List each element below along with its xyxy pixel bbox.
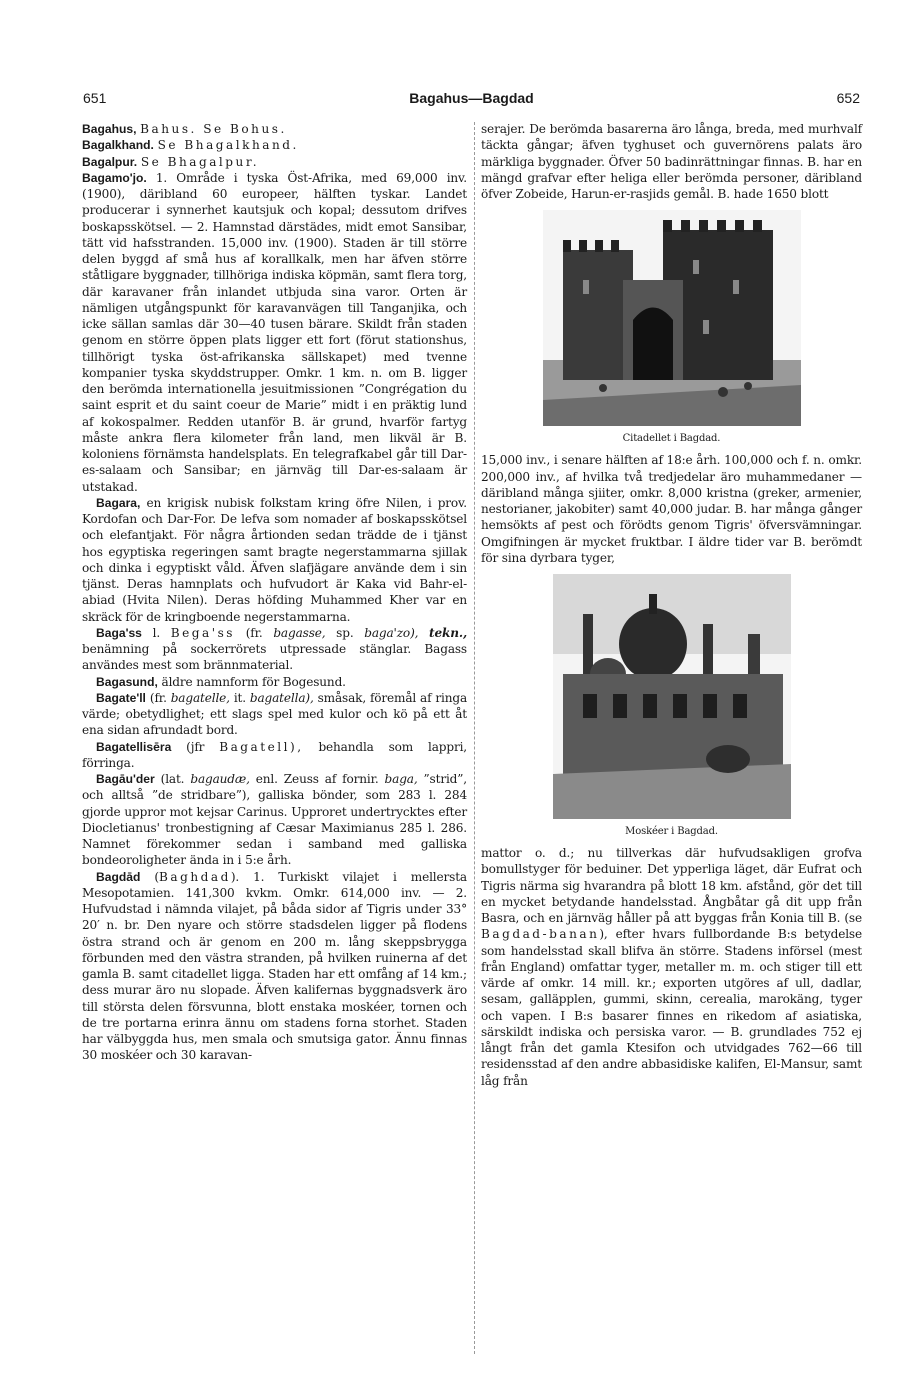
headword: Bagasund, — [96, 674, 158, 689]
entry-text: tekn., — [429, 625, 468, 640]
entry-text: bagatella), — [249, 690, 314, 705]
entry-text: 1. Område i tyska Öst-Afrika, med 69,000 inv. (1900), däribland 60 europeer, hälften tyskar. Landet producerar i synnerhet kautsjuk och kopal; dessutom drifves boskapsskötsel. — 2. Hamnstad därstädes, midt emot Sansibar, tätt vid hafsstranden. 15,000 inv. (1900). Staden är till större delen byggd af små hus af korallkalk, men har äfven större ståtligare byggnader, tillhöriga indiska köpmän, samt flera torg, där karavaner från inlandet utbjuda sina varor. Orten är nämligen utgångspunkt för karavanvägen till Tanganjika, och icke sällan samlas där 30—40 tusen bärare. Skildt från staden genom en större öppen plats ligger ett fort (förut stationshus, tillhörigt tyska öst-afrikanska sällskapet) med tvenne kompanier tyska skyddstrupper. Omkr. 1 km. n. om B. ligger den berömda internationella jesuitmissionen ”Congrégation du saint esprit et du saint coeur de Marie” midt i en präktig lund af kokospalmer. Redden utanför B. är grund, hvarför fartyg måste ankra flera kilometer från land, men likväl är B. koloniens förnämsta handelsplats. En telegrafkabel går till Dar-es-salaam och Sansibar; en järnväg till Dar-es-salaam är utstakad. — [82, 170, 467, 494]
entry-text: Baghdad — [158, 869, 231, 884]
figure-caption: Citadellet i Bagdad. — [622, 433, 721, 445]
entry-text: baga, — [384, 772, 418, 786]
entry-text: it. — [233, 690, 246, 705]
entry-bagahus — [82, 121, 467, 137]
entry-text: bagatelle, — [170, 690, 230, 705]
entry-bagamojo — [82, 170, 467, 495]
entry-text: sp. — [336, 625, 354, 640]
entry-text: baga'zo), — [364, 625, 419, 640]
entry-text: enl. Zeuss af fornir. — [255, 772, 379, 786]
entry-text: (jfr — [186, 739, 205, 754]
headword: Bagalpur. — [82, 154, 138, 169]
entry-text: Bagdad-banan — [481, 927, 600, 942]
entry-bagauder — [82, 771, 467, 869]
headword: Bagatellisēra — [96, 739, 172, 754]
headword: Bagahus, — [82, 122, 137, 136]
entry-text: ( — [154, 869, 159, 884]
entry-text: behandla som lappri, förringa. — [82, 739, 467, 770]
paragraph — [481, 845, 862, 1089]
page-number-left: 651 — [83, 90, 107, 106]
headword: Bagalkhand. — [82, 138, 154, 153]
entry-text: Bahus. Se Bohus. — [140, 122, 287, 136]
entry-text: Bega'ss — [170, 625, 235, 640]
entry-text: bagasse, — [273, 625, 326, 640]
entry-text: Bagatell), — [219, 739, 304, 754]
figure-citadel — [481, 210, 862, 446]
entry-text: (fr. — [149, 690, 167, 705]
entry-bagass — [82, 625, 467, 674]
entry-text: l. — [152, 625, 161, 640]
entry-text: bagaudæ, — [190, 772, 250, 786]
entry-bagara — [82, 495, 467, 625]
left-column — [82, 121, 467, 1064]
entry-text: Se Bhagalpur. — [140, 154, 260, 169]
page-number-right: 652 — [836, 90, 860, 106]
citadel-engraving-image — [543, 210, 801, 426]
entry-bagalkhand — [82, 137, 467, 153]
headword: Bagdād — [96, 869, 141, 884]
entry-text: ), efter hvars fullbordande B:s betydelse som handelsstad skall blifva än större. Stadens införsel (mest från England) omfattar tyger, metaller m. m. och stiger till ett värde af omkr. 14 mill. kr.; exporten utgöres af ull, dadlar, sesam, galläpplen, gummi, skinn, cerealia, marokäng, tyger och vapen. I B:s basarer finnes en rikedom af asiatiska, särskildt indiska och persiska varor. — B. grundlades 752 ej långt från det gamla Ktesifon och utvidgades 762—66 till residensstad af den andre abbasidiske kalifen, El-Mansur, samt låg från — [481, 927, 862, 1088]
entry-bagasund — [82, 674, 467, 690]
entry-text: ”strid”, och alltså ”de stridbare”), galliska bönder, som 283 l. 284 gjorde uppror mot kejsar Carinus. Upproret undertrycktes efter Diocletianus' tronbestigning af Cæsar Maximianus 285 l. 286. Namnet förekommer sedan i samband med galliska bondeoroligheter ända in i 5:e årh. — [82, 772, 467, 868]
entry-text: benämning på sockerrörets utpressade stänglar. Bagass användes mest som brännmaterial. — [82, 642, 467, 673]
headword: Baga'ss — [96, 625, 142, 640]
headword: Bagate'll — [96, 690, 146, 705]
paragraph: 15,000 inv., i senare hälften af 18:e årh. 100,000 och f. n. omkr. 200,000 inv., af hvilka två tredjedelar äro muhammedaner — däribland många sjiiter, omkr. 8,000 kristna (greker, armenier, nestorianer, jakobiter) samt 40,000 judar. B. har många gånger hemsökts af pest och förödts genom Tigris' öfversvämningar. Omgifningen är mycket fruktbar. I äldre tider var B. berömdt för sina dyrbara tyger, — [481, 453, 862, 565]
right-column — [481, 121, 862, 1089]
entry-text: mattor o. d.; nu tillverkas där hufvudsakligen grofva bomullstyger för beduiner. Det ypperliga läget, där Eufrat och Tigris närma sig hvarandra på blott 18 km. afstånd, gör det till en mycket betydande handelsstad. Ångbåtar gå dit upp från Basra, och en järnväg håller på att byggas från Konia till B. (se — [481, 846, 862, 925]
entry-text: ). 1. Turkiskt vilajet i mellersta Mesopotamien. 141,300 kvkm. Omkr. 614,000 inv. — 2. Hufvudstad i nämnda vilajet, på båda sidor af Tigris under 33° 20′ n. br. Den nyare och större stadsdelen ligger på flodens östra strand och är genom en 200 m. lång skeppsbrygga förbunden med den västra stranden, på hvilken ruinerna af det gamla B. samt citadellet ligga. Staden har ett omfång af 14 km.; dess murar äro nu slopade. Äfven kalifernas byggnadsverk äro till största delen försvunna, blott enstaka moskéer, tornen och de tre portarna erinra ännu om stadens forna storhet. Staden har välbyggda hus, men smala och smutsiga gator. Ännu finnas 30 moskéer och 30 karavan- — [82, 869, 467, 1063]
figure-mosques — [481, 574, 862, 839]
entry-bagatell — [82, 690, 467, 739]
headword: Bagāu'der — [96, 772, 155, 786]
entry-bagdad — [82, 869, 467, 1064]
entry-text: Se Bhagalkhand. — [157, 138, 299, 153]
column-divider — [474, 122, 475, 1354]
entry-text: (lat. — [160, 772, 185, 786]
entry-bagalpur — [82, 154, 467, 170]
entry-text: (fr. — [245, 625, 263, 640]
entry-text: en krigisk nubisk folkstam kring öfre Nilen, i prov. Kordofan och Dar-For. De lefva som nomader af boskapsskötsel och elefantjakt. För några årtionden sedan trädde de i tjänst hos egyptiska regeringen samt bragte negerstammarna sjillak och dinka i egyptiskt våld. Äfven slafjägare använde dem i sin tjänst. Deras hamnplats och hufvudort är Kaka vid Bahr-el-abiad (Hvita Nilen). Deras höfding Muhammed Kher var en skräck för de kringboende negerstammarna. — [82, 495, 467, 624]
entry-text: äldre namnform för Bogesund. — [161, 674, 346, 689]
paragraph: serajer. De berömda basarerna äro långa, breda, med murhvalf täckta gångar; äfven tyghuset och guvernörens palats äro märkliga byggnader. Öfver 50 badinrättningar finnas. B. har en mängd grafvar efter heliga eller berömda personer, däribland öfver Zobeide, Harun-er-rasjids gemål. B. hade 1650 blott — [481, 122, 862, 201]
figure-caption: Moskéer i Bagdad. — [625, 826, 718, 837]
running-title: Bagahus—Bagdad — [409, 90, 534, 106]
mosques-engraving-image — [553, 574, 791, 819]
entry-bagatellisera — [82, 739, 467, 772]
headword: Bagara, — [96, 495, 141, 510]
page-header — [83, 90, 860, 110]
entry-text: småsak, föremål af ringa värde; obetydlighet; ett slags spel med kulor och kö på ett åt ena sidan afrundadt bord. — [82, 690, 468, 738]
headword: Bagamo'jo. — [82, 170, 147, 185]
